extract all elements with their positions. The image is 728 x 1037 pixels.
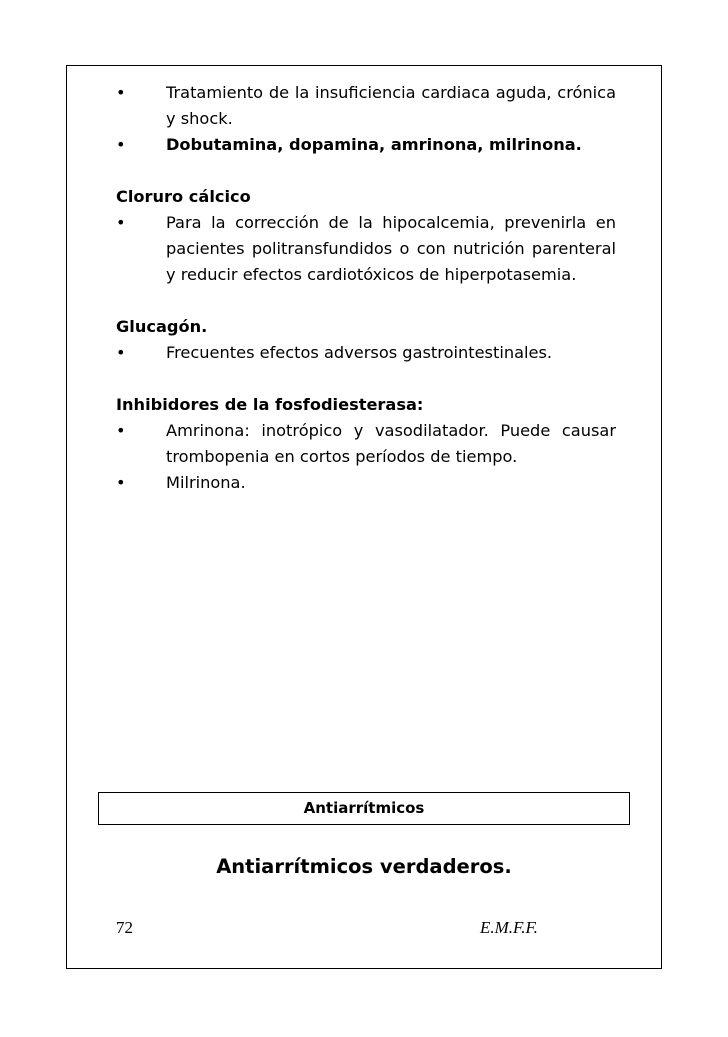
section-title: Antiarrítmicos [303,799,425,817]
list-item-text: Amrinona: inotrópico y vasodilatador. Puede causar trombopenia en cortos períodos de tiempo. [166,421,616,466]
section-title-box [98,792,630,825]
document-body [116,80,616,496]
list-item-text: Tratamiento de la insuficiencia cardiaca aguda, crónica y shock. [166,83,616,128]
list-item-text: Frecuentes efectos adversos gastrointestinales. [166,343,553,362]
drug-list-text: Dobutamina, dopamina, amrinona, milrinona. [166,135,582,154]
page-subtitle: Antiarrítmicos verdaderos. [216,855,512,878]
section-heading-cloruro: Cloruro cálcico [116,187,251,206]
list-item [116,210,616,288]
list-item [116,80,616,132]
list-item [116,340,616,366]
bullet-point: • [116,421,126,440]
bullet-point: • [116,473,126,492]
list-item [116,418,616,470]
page-number: 72 [116,918,133,937]
bullet-point: • [116,135,126,154]
section-heading-inhibidores: Inhibidores de la fosfodiesterasa: [116,395,424,414]
bullet-point: • [116,83,126,102]
bullet-point: • [116,343,126,362]
list-item [116,132,616,158]
bullet-point: • [116,213,126,232]
section-heading-glucagon: Glucagón. [116,317,208,336]
list-item-text: Milrinona. [166,473,246,492]
footer-author: E.M.F.F. [480,918,538,937]
list-item [116,470,616,496]
list-item-text: Para la corrección de la hipocalcemia, prevenirla en pacientes politransfundidos o con nutrición parenteral y reducir efectos cardiotóxicos de hiperpotasemia. [166,213,616,284]
